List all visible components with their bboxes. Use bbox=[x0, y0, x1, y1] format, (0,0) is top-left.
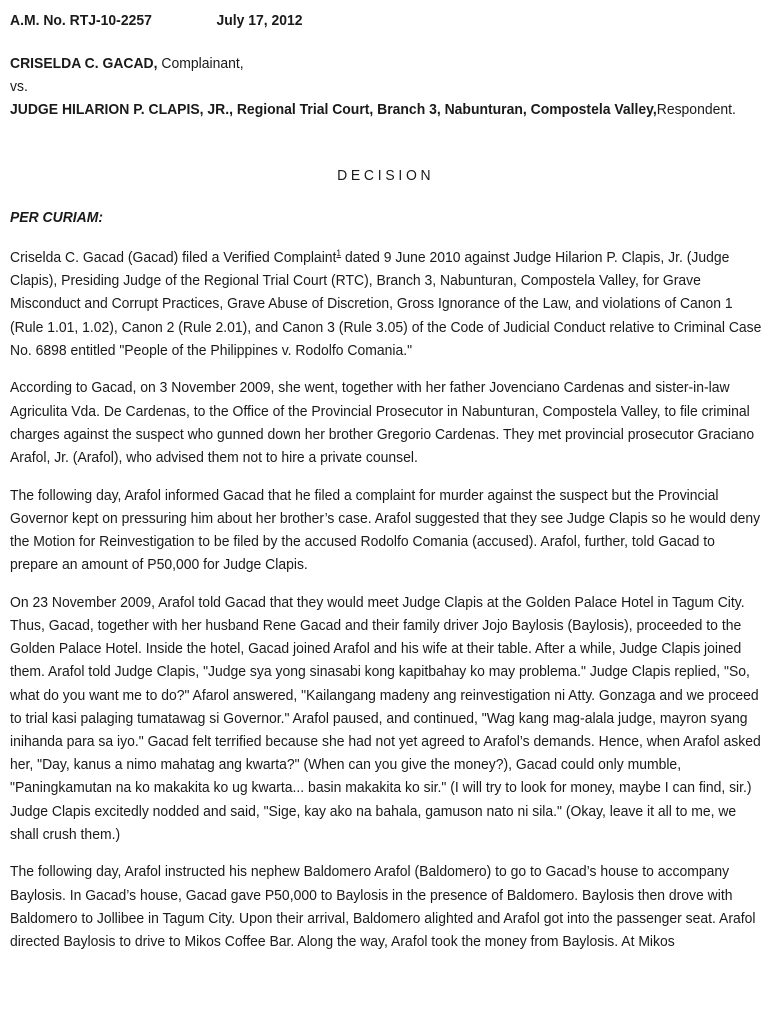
paragraph-4: On 23 November 2009, Arafol told Gacad that they would meet Judge Clapis at the Golden Palace Hotel in Tagum City. Thus, Gacad, together with her husband Rene Gacad and their family driver Jojo Baylosis (Baylosis), proceeded to the Golden Palace Hotel. Inside the hotel, Gacad joined Arafol and his wife at their table. After a while, Judge Clapis joined them. Arafol told Judge Clapis, "Judge sya yong sinasabi kong kapitbahay ko may problema." Judge Clapis replied, "So, what do you want me to do?" Afarol answered, "Kailangang madeny ang reinvestigation ni Atty. Gonzaga and we proceed to trial kasi palaging tumatawag si Governor." Arafol paused, and continued, "Wag kang mag-alala judge, mayron syang inihanda para sa iyo." Gacad felt terrified because she had not yet agreed to Arafol’s demands. Hence, when Arafol asked her, "Day, kanus a nimo mahatag ang kwarta?" (When can you give the money?), Gacad could only mumble, "Paningkamutan na ko makakita ko ug kwarta... basin makakita ko sir." (I will try to look for money, maybe I can find, sir.) Judge Clapis excitedly nodded and said, "Sige, kay ako na bahala, gamuson nato ni sila." (Okay, leave it all to me, we shall crush them.) bbox=[10, 593, 761, 843]
parties-block bbox=[10, 52, 761, 122]
case-date: July 17, 2012 bbox=[216, 12, 303, 29]
decision-body bbox=[10, 246, 761, 968]
paragraph-5: The following day, Arafol instructed his nephew Baldomero Arafol (Baldomero) to go to Gacad’s house to accompany Baylosis. In Gacad’s house, Gacad gave P50,000 to Baylosis in the presence of Baldomero. Baylosis then drove with Baldomero to Jollibee in Tagum City. Upon their arrival, Baldomero alighted and Arafol got into the passenger seat. Arafol directed Baylosis to drive to Mikos Coffee Bar. Along the way, Arafol took the money from Baylosis. At Mikos bbox=[10, 863, 756, 951]
complainant-line bbox=[10, 52, 761, 75]
respondent-name: JUDGE HILARION P. CLAPIS, JR., Regional Trial Court, Branch 3, Nabunturan, Compostela Valley, bbox=[10, 101, 657, 119]
respondent-line bbox=[10, 98, 761, 121]
case-number: A.M. No. RTJ-10-2257 bbox=[10, 12, 152, 29]
paragraph-2: According to Gacad, on 3 November 2009, she went, together with her father Jovenciano Cardenas and sister-in-law Agriculita Vda. De Cardenas, to the Office of the Provincial Prosecutor in Nabunturan, Compostela Valley, to file criminal charges against the suspect who gunned down her brother Gregorio Cardenas. They met provincial prosecutor Graciano Arafol, Jr. (Arafol), who advised them not to hire a private counsel. bbox=[10, 379, 755, 467]
respondent-role: Respondent. bbox=[656, 101, 736, 119]
paragraph-1 bbox=[10, 246, 761, 362]
paragraph-1-rest: dated 9 June 2010 against Judge Hilarion P. Clapis, Jr. (Judge Clapis), Presiding Judge of the Regional Trial Court (RTC), Branch 3, Nabunturan, Compostela Valley, for Grave Misconduct and Corrupt Practices, Grave Abuse of Discretion, Gross Ignorance of the Law, and violations of Canon 1 (Rule 1.01, 1.02), Canon 2 (Rule 2.01), and Canon 3 (Rule 3.05) of the Code of Judicial Conduct relative to Criminal Case No. 6898 entitled "People of the Philippines v. Rodolfo Comania." bbox=[10, 249, 762, 359]
complainant-name: CRISELDA C. GACAD, bbox=[10, 55, 158, 72]
complainant-role: Complainant, bbox=[157, 55, 244, 72]
paragraph-3: The following day, Arafol informed Gacad that he filed a complaint for murder against the suspect but the Provincial Governor kept on pressuring him about her brother’s case. Arafol suggested that they see Judge Clapis so he would deny the Motion for Reinvestigation to be filed by the accused Rodolfo Comania (accused). Arafol, further, told Gacad to prepare an amount of P50,000 for Judge Clapis. bbox=[10, 486, 761, 574]
per-curiam-heading: PER CURIAM: bbox=[10, 209, 103, 226]
decision-title: DECISION bbox=[337, 167, 435, 184]
versus-line: vs. bbox=[10, 78, 28, 96]
paragraph-1-start: Criselda C. Gacad (Gacad) filed a Verified Complaint bbox=[10, 249, 337, 266]
footnote-link-1[interactable]: 1 bbox=[336, 248, 342, 258]
